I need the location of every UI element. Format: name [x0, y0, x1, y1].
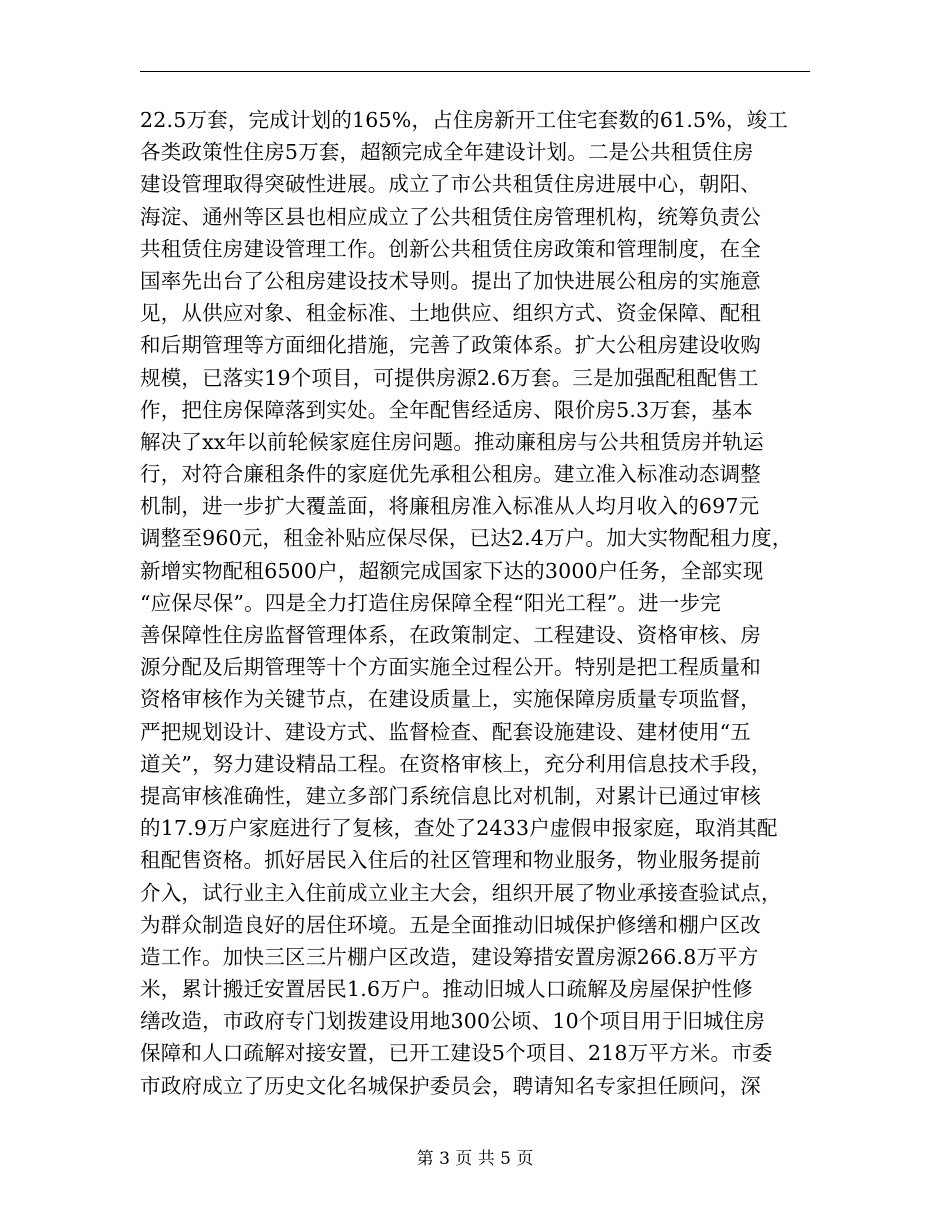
text-line: 米，累计搬迁安置居民1.6万户。推动旧城人口疏解及房屋保护性修: [140, 977, 753, 1002]
text-line: 介入，试行业主入住前成立业主大会，组织开展了物业承接查验试点，: [140, 880, 782, 905]
text-line: 共租赁住房建设管理工作。创新公共租赁住房政策和管理制度，在全: [140, 236, 761, 261]
text-line: 规模，已落实19个项目，可提供房源2.6万套。三是加强配租配售工: [140, 365, 759, 390]
text-line: 解决了xx年以前轮候家庭住房问题。推动廉租房与公共租赁房并轨运: [140, 429, 764, 454]
text-line: 缮改造，市政府专门划拨建设用地300公顷、10个项目用于旧城住房: [140, 1009, 766, 1034]
text-line: 源分配及后期管理等十个方面实施全过程公开。特别是把工程质量和: [140, 655, 761, 680]
text-line: 善保障性住房监督管理体系，在政策制定、工程建设、资格审核、房: [140, 623, 761, 647]
text-line: 资格审核作为关键节点，在建设质量上，实施保障房质量专项监督，: [140, 687, 761, 712]
text-line: 保障和人口疏解对接安置，已开工建设5个项目、218万平方米。市委: [140, 1041, 773, 1066]
text-line: 租配售资格。抓好居民入住后的社区管理和物业服务，物业服务提前: [140, 848, 761, 873]
text-line: 各类政策性住房5万套，超额完成全年建设计划。二是公共租赁住房: [140, 140, 754, 165]
text-line: 调整至960元，租金补贴应保尽保，已达2.4万户。加大实物配租力度，: [140, 526, 793, 551]
text-line: 的17.9万户家庭进行了复核，查处了2433户虚假申报家庭，取消其配: [140, 816, 778, 841]
text-line: 作，把住房保障落到实处。全年配售经适房、限价房5.3万套，基本: [140, 397, 753, 422]
text-line: 22.5万套，完成计划的165%，占住房新开工住宅套数的61.5%，竣工: [140, 108, 789, 132]
text-line: 为群众制造良好的居住环境。五是全面推动旧城保护修缮和棚户区改: [140, 912, 761, 937]
page-footer: 第 3 页 共 5 页: [416, 1149, 534, 1169]
document-body: [140, 104, 840, 1102]
text-line: “应保尽保”。四是全力打造住房保障全程“阳光工程”。进一步完: [140, 590, 721, 615]
text-line: 严把规划设计、建设方式、监督检查、配套设施建设、建材使用“五: [140, 719, 751, 744]
text-line: 海淀、通州等区县也相应成立了公共租赁住房管理机构，统筹负责公: [140, 204, 761, 229]
text-line: 新增实物配租6500户，超额完成国家下达的3000户任务，全部实现: [140, 558, 764, 583]
text-line: 和后期管理等方面细化措施，完善了政策体系。扩大公租房建设收购: [140, 333, 761, 358]
text-line: 机制，进一步扩大覆盖面，将廉租房准入标准从人均月收入的697元: [140, 494, 760, 519]
text-line: 造工作。加快三区三片棚户区改造，建设筹措安置房源266.8万平方: [140, 944, 759, 969]
text-line: 道关”，努力建设精品工程。在资格审核上，充分利用信息技术手段，: [140, 751, 772, 776]
text-line: 市政府成立了历史文化名城保护委员会，聘请知名专家担任顾问，深: [140, 1073, 761, 1098]
text-line: 国率先出台了公租房建设技术导则。提出了加快进展公租房的实施意: [140, 268, 761, 293]
text-line: 见，从供应对象、租金标准、土地供应、组织方式、资金保障、配租: [140, 301, 761, 326]
header-rule: [140, 71, 810, 72]
text-line: 建设管理取得突破性进展。成立了市公共租赁住房进展中心，朝阳、: [140, 172, 761, 197]
text-line: 提高审核准确性，建立多部门系统信息比对机制，对累计已通过审核: [140, 783, 761, 808]
text-line: 行，对符合廉租条件的家庭优先承租公租房。建立准入标准动态调整: [140, 462, 761, 487]
